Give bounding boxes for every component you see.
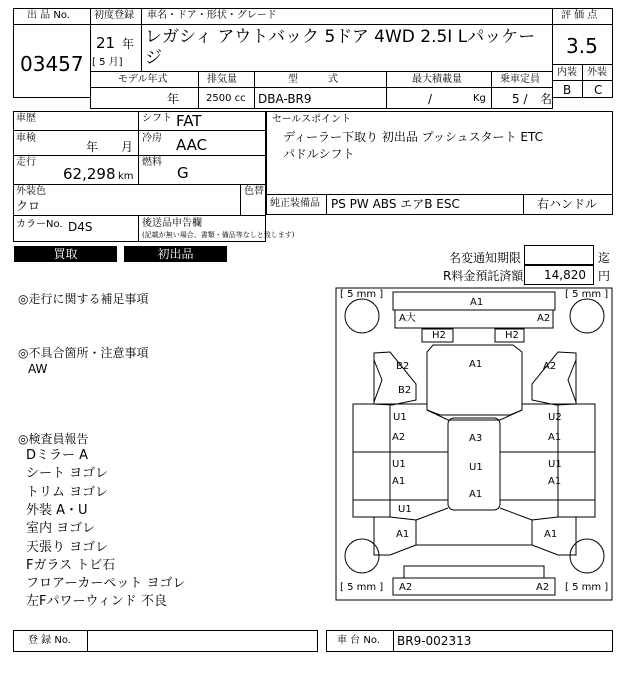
inspection-year: 年 — [86, 140, 99, 154]
ext-color: クロ — [16, 199, 41, 213]
first-reg-year: 21 — [96, 34, 116, 52]
badge-first-listing: 初出品 — [124, 246, 227, 262]
max-load-label: 最大積載量 — [412, 74, 462, 85]
inspection-label: 車検 — [16, 133, 36, 144]
after-label: 後送品申告欄 — [142, 218, 202, 229]
damage-mark: B2 — [396, 361, 410, 372]
ac: AAC — [176, 136, 208, 154]
max-load-unit: Kg — [473, 93, 486, 104]
exterior-score: C — [594, 83, 603, 97]
damage-mark: A大 — [399, 313, 416, 324]
first-reg-label: 初度登録 — [94, 10, 134, 21]
shift: FAT — [176, 112, 202, 130]
damage-mark: U2 — [548, 412, 562, 423]
shift-label: シフト — [142, 113, 172, 124]
color-no-label: カラーNo. — [16, 219, 63, 230]
after-note: (記載が無い場合、書類・備品等なしと致します) — [142, 231, 295, 239]
capacity-unit: 名 — [540, 92, 553, 106]
sales-point-line2: パドルシフト — [283, 147, 355, 161]
damage-mark: A1 — [548, 476, 562, 487]
model-year-label: モデル年式 — [118, 74, 168, 85]
damage-mark: A1 — [470, 297, 484, 308]
color-no: D4S — [68, 220, 93, 234]
capacity: 5 / — [512, 92, 528, 106]
inspector-item: 左Fパワーウィンド 不良 — [26, 594, 167, 610]
sales-point-line1: ディーラー下取り 初出品 プッシュスタート ETC — [283, 130, 543, 144]
inspector-item: トリム ヨゴレ — [26, 484, 109, 500]
tire-label-rl: [ 5 mm ] — [340, 582, 384, 593]
damage-mark: H2 — [432, 330, 446, 341]
score: 3.5 — [566, 34, 598, 58]
displacement: 2500 cc — [206, 93, 246, 104]
defect-value: AW — [28, 362, 48, 376]
lot-no-label: 出 品 No. — [27, 10, 70, 21]
damage-mark: A2 — [399, 582, 413, 593]
color-change-label: 色替 — [244, 186, 264, 197]
damage-mark: A1 — [469, 359, 483, 370]
ac-label: 冷房 — [142, 133, 162, 144]
damage-mark: A3 — [469, 433, 483, 444]
handle: 右ハンドル — [537, 197, 598, 211]
car-name-label: 車名・ドア・形状・グレード — [147, 10, 277, 21]
damage-mark: A1 — [392, 476, 406, 487]
equip-label: 純正装備品 — [270, 198, 320, 209]
name-change-label: 名変通知期限 — [449, 251, 522, 265]
damage-mark: A2 — [536, 582, 550, 593]
tire-label-fl: [ 5 mm ] — [340, 289, 384, 300]
capacity-label: 乗車定員 — [500, 74, 540, 85]
inspector-item: Dミラー A — [26, 448, 89, 463]
tire-label-fr: [ 5 mm ] — [565, 289, 609, 300]
inspector-item: Fガラス トビ石 — [26, 557, 116, 573]
damage-mark: U1 — [398, 504, 412, 515]
name-change-unit: 迄 — [598, 251, 611, 265]
score-label: 評 価 点 — [561, 10, 598, 21]
inspector-item: 室内 ヨゴレ — [26, 521, 96, 537]
reg-no-label: 登 録 No. — [28, 635, 71, 646]
mileage-unit: km — [118, 171, 134, 182]
exterior-label: 外装 — [587, 67, 607, 78]
recycle-unit: 円 — [598, 269, 611, 283]
damage-mark: B2 — [398, 385, 412, 396]
first-reg-year-unit: 年 — [122, 37, 135, 51]
max-load-sep: / — [428, 92, 433, 106]
defect-label: ◎不具合箇所・注意事項 — [18, 346, 149, 360]
history-label: 車歴 — [16, 113, 36, 124]
damage-mark: A1 — [396, 529, 410, 540]
inspector-label: ◎検査員報告 — [18, 432, 89, 446]
displacement-label: 排気量 — [207, 74, 237, 85]
inspector-item: 外装 A・U — [26, 502, 88, 518]
damage-mark: A2 — [392, 432, 406, 443]
interior-label: 内装 — [557, 67, 577, 78]
inspector-item: シート ヨゴレ — [26, 466, 109, 482]
recycle-amount: 14,820 — [544, 268, 586, 282]
inspector-item: 天張り ヨゴレ — [26, 539, 109, 555]
damage-mark: A2 — [543, 361, 557, 372]
damage-mark: A2 — [537, 313, 551, 324]
type: DBA-BR9 — [258, 92, 312, 106]
car-name-line1: レガシィ アウトバック 5ドア 4WD 2.5I Lパッケー — [145, 27, 536, 47]
chassis-label: 車 台 No. — [337, 635, 380, 646]
first-reg-month: [ 5 月] — [92, 57, 123, 68]
mileage-label: 走行 — [16, 157, 36, 168]
damage-mark: H2 — [505, 330, 519, 341]
mileage: 62,298 — [63, 165, 116, 183]
badge-kaitori: 買取 — [14, 246, 117, 262]
recycle-label: R料金預託済額 — [443, 269, 524, 283]
equip: PS PW ABS エアB ESC — [331, 197, 460, 211]
damage-mark: U1 — [392, 459, 406, 470]
fuel: G — [177, 164, 189, 182]
name-change-box — [524, 245, 594, 265]
damage-mark: A1 — [469, 489, 483, 500]
fuel-label: 燃料 — [142, 157, 162, 168]
type-label: 型 式 — [288, 74, 338, 85]
tire-label-rr: [ 5 mm ] — [565, 582, 609, 593]
damage-mark: U1 — [393, 412, 407, 423]
sales-point-label: セールスポイント — [272, 114, 352, 125]
inspector-item: フロアーカーペット ヨゴレ — [26, 576, 186, 592]
damage-mark: U1 — [548, 459, 562, 470]
damage-mark: A1 — [548, 432, 562, 443]
lot-no: 03457 — [20, 52, 84, 76]
ext-color-label: 外装色 — [16, 186, 46, 197]
driving-label: ◎走行に関する補足事項 — [18, 292, 149, 306]
damage-mark: A1 — [544, 529, 558, 540]
damage-mark: U1 — [469, 462, 483, 473]
car-name-line2: ジ — [145, 48, 162, 68]
model-year-unit: 年 — [167, 92, 180, 106]
chassis-no: BR9-002313 — [397, 634, 472, 648]
inspection-month: 月 — [121, 140, 134, 154]
interior-score: B — [563, 83, 572, 97]
